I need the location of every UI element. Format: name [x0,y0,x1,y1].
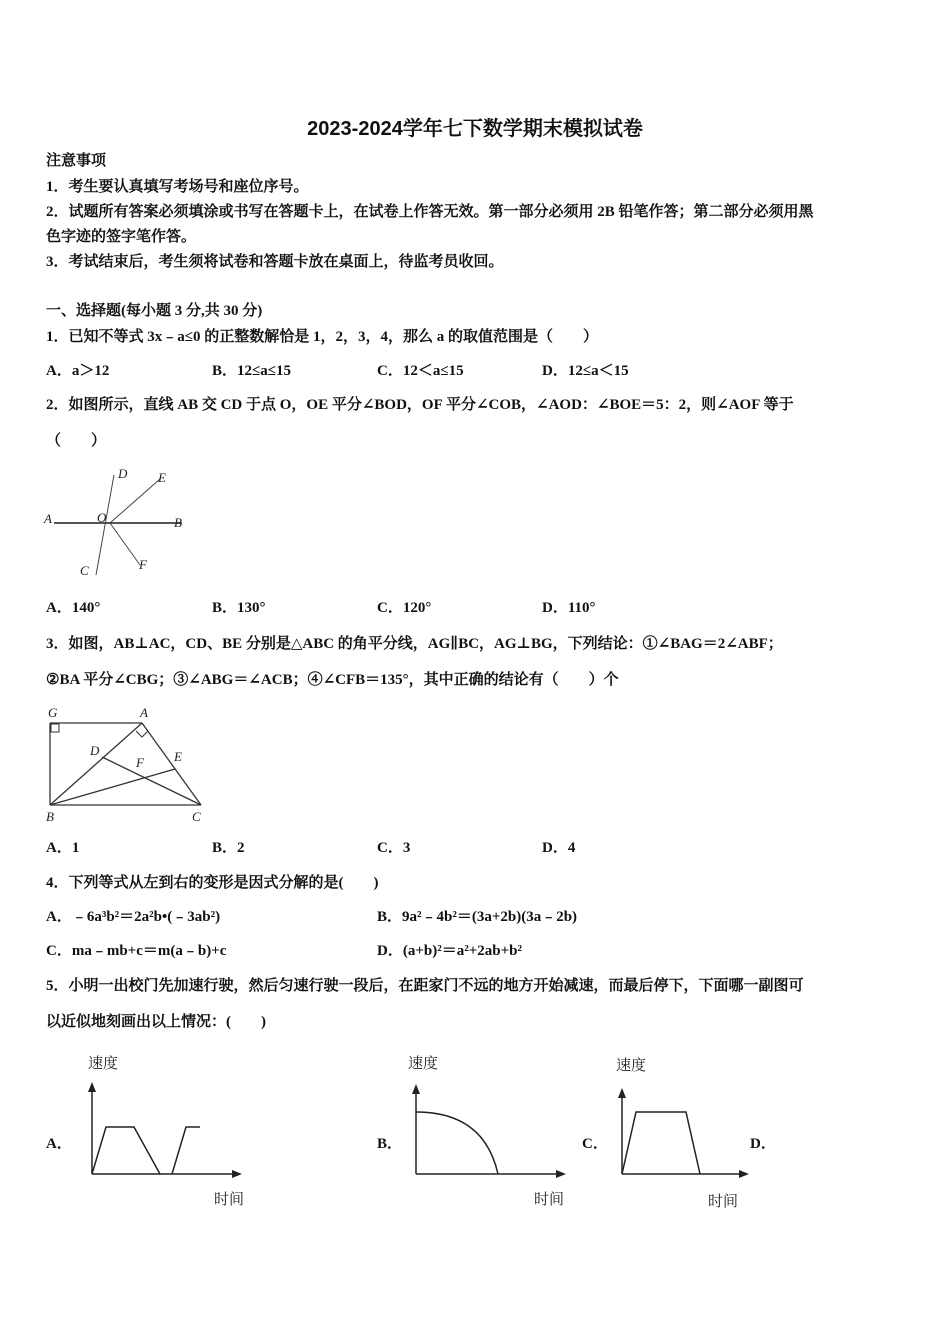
question-1-stem: 1．已知不等式 3x﹣a≤0 的正整数解恰是 1，2，3，4，那么 a 的取值范围是（ ） [46,329,598,345]
question-2-stem-cont: （ ） [46,433,107,449]
option-c: C．3 [377,840,411,856]
x-axis-label: 时间 [534,1192,565,1208]
question-3-stem: 3．如图，AB⊥AC，CD、BE 分别是△ABC 的角平分线，AG∥BC，AG⊥BG，下列结论：①∠BAG＝2∠ABF； [46,636,783,652]
option-d: D．110° [542,600,596,616]
option-a: A．1 [46,840,80,856]
notice-item: 3．考试结束后，考生须将试卷和答题卡放在桌面上，待监考员收回。 [46,254,504,270]
label-a: A [44,511,52,526]
option-c: C．120° [377,600,432,616]
question-2-figure [44,465,194,580]
label-e: E [174,749,182,764]
label-a: A [140,705,148,720]
option-a: A．a＞12 [46,363,110,379]
x-axis-label: 时间 [708,1194,739,1210]
option-d: D． [750,1136,776,1152]
option-d: D．(a+b)²＝a²+2ab+b² [377,943,522,959]
option-c: C．12＜a≤15 [377,363,464,379]
label-b: B [46,809,54,824]
label-f: F [139,557,147,572]
notice-heading: 注意事项 [46,153,107,169]
graph-c [610,1050,790,1210]
option-c: C． [582,1136,608,1152]
option-a: A．﹣6a³b²＝2a²b•(﹣3ab²) [46,909,221,925]
x-axis-label: 时间 [214,1192,245,1208]
label-b: B [174,515,182,530]
y-axis-label: 速度 [88,1056,119,1072]
y-axis-label: 速度 [408,1056,439,1072]
option-a: A．140° [46,600,101,616]
label-e: E [158,470,166,485]
option-c: C．ma﹣mb+c＝m(a﹣b)+c [46,943,227,959]
label-d: D [118,466,128,481]
section-heading: 一、选择题(每小题 3 分,共 30 分) [46,303,263,319]
y-axis-label: 速度 [616,1058,647,1074]
option-a: A． [46,1136,72,1152]
notice-item: 色字迹的签字笔作答。 [46,229,197,245]
question-2-stem: 2．如图所示，直线 AB 交 CD 于点 O，OE 平分∠BOD，OF 平分∠COB，∠AOD：∠BOE＝5：2，则∠AOF 等于 [46,397,794,413]
page-title: 2023-2024学年七下数学期末模拟试卷 [307,118,643,140]
option-b: B．2 [212,840,245,856]
graph-b [404,1050,584,1210]
label-c: C [80,563,89,578]
notice-item: 1．考生要认真填写考场号和座位序号。 [46,179,309,195]
label-f: F [136,755,144,770]
label-c: C [192,809,201,824]
option-d: D．4 [542,840,576,856]
question-5-stem: 5．小明一出校门先加速行驶，然后匀速行驶一段后，在距家门不远的地方开始减速，而最后停下，下面哪一副图可 [46,978,804,994]
question-3-figure [44,703,214,828]
option-b: B． [377,1136,403,1152]
label-g: G [48,705,58,720]
question-3-stem-cont: ②BA 平分∠CBG；③∠ABG＝∠ACB；④∠CFB＝135°，其中正确的结论有（ ）个 [46,672,619,688]
label-o: O [97,510,107,525]
question-4-stem: 4．下列等式从左到右的变形是因式分解的是( ) [46,875,379,891]
option-b: B．12≤a≤15 [212,363,291,379]
option-b: B．130° [212,600,266,616]
label-d: D [90,743,100,758]
graph-a [80,1050,260,1210]
notice-item: 2．试题所有答案必须填涂或书写在答题卡上，在试卷上作答无效。第一部分必须用 2B 铅笔作答；第二部分必须用黑 [46,204,814,220]
option-d: D．12≤a＜15 [542,363,629,379]
question-5-stem-cont: 以近似地刻画出以上情况：( ) [46,1014,266,1030]
option-b: B．9a²﹣4b²＝(3a+2b)(3a﹣2b) [377,909,578,925]
